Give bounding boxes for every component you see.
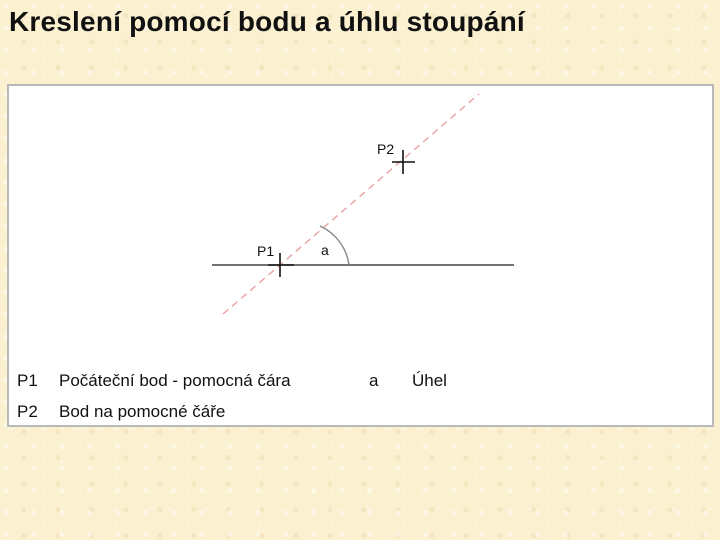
page-title: Kreslení pomocí bodu a úhlu stoupání: [9, 6, 525, 37]
diagram-panel: [7, 84, 714, 427]
legend-description-p1: Počáteční bod - pomocná čára: [59, 371, 291, 390]
legend-code-p1: P1: [17, 371, 38, 390]
point-p2-marker: [392, 150, 415, 174]
auxiliary-line: [223, 94, 479, 314]
angle-label: a: [321, 242, 329, 258]
legend-description-angle: Úhel: [412, 371, 447, 390]
legend-code-angle: a: [369, 371, 379, 390]
p1-label: P1: [257, 243, 275, 259]
legend-code-p2: P2: [17, 402, 38, 421]
legend-description-p2: Bod na pomocné čáře: [59, 402, 226, 421]
p2-label: P2: [377, 141, 395, 157]
